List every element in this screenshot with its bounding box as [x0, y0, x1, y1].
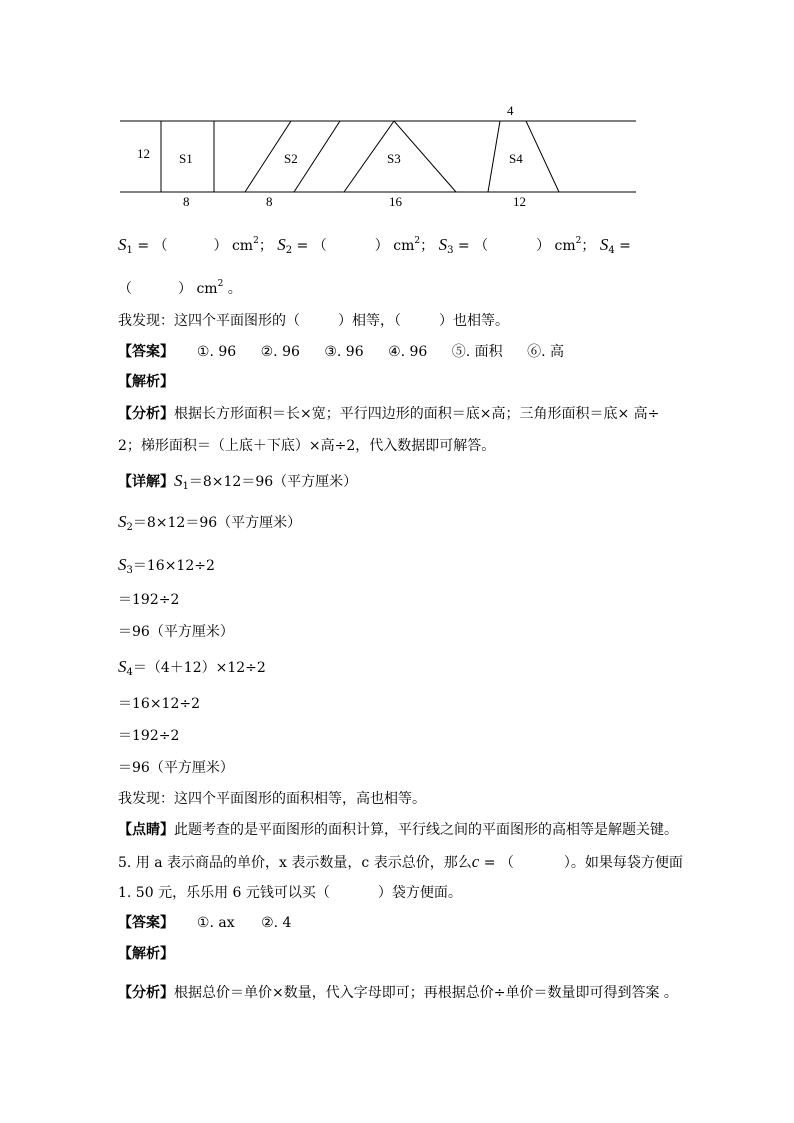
q4-blanks-line1: $S_1$ = （ ） $cm^2$； $S_2$ = （ ） $cm^2$； $S_3$ = （ ） $cm^2$； $S_4$ =: [118, 235, 631, 256]
q5-answer-line: 【答案】 ①. ax ②. 4: [118, 915, 292, 931]
s3-subscript: 3: [447, 245, 454, 256]
q4-solution-s3-step2: ＝192÷2: [118, 592, 180, 608]
q4-discover-line: 我发现：这四个平面图形的（ ）相等，（ ）也相等。: [118, 313, 509, 329]
q4-fenxi-line1: 【分析】根据长方形面积＝长×宽；平行四边形的面积＝底×高；三角形面积＝底× 高÷: [118, 406, 660, 422]
s4-right-side: [526, 121, 559, 192]
s1-symbol: S: [118, 235, 127, 254]
q4-solution-s4-step3: ＝192÷2: [118, 728, 180, 744]
q4-answer-line: 【答案】 ①. 96 ②. 96 ③. 96 ④. 96 ⑤. 面积 ⑥. 高: [118, 344, 565, 360]
q4-fenxi-line2: 2；梯形面积＝（上底＋下底）×高÷2，代入数据即可解答。: [118, 438, 496, 454]
q4-conclusion: 我发现：这四个平面图形的面积相等，高也相等。: [118, 791, 426, 807]
q4-solution-s4-step2: ＝16×12÷2: [118, 696, 200, 712]
s4-symbol: S: [599, 235, 609, 254]
q5-fenxi-line: 【分析】根据总价＝单价×数量，代入字母即可；再根据总价÷单价＝数量即可得到答案 。: [118, 985, 678, 1001]
s3-label: S3: [387, 151, 401, 166]
q4-solution-s3-step3: ＝96（平方厘米）: [118, 624, 234, 640]
s3-base-label: 16: [389, 194, 402, 209]
q5-question-line1: 5. 用 a 表示商品的单价，x 表示数量，c 表示总价，那么c = （ ）。如果每袋方便面: [118, 852, 683, 871]
q4-dianjing: 【点睛】此题考查的是平面图形的面积计算，平行线之间的平面图形的高相等是解题关键。: [118, 822, 678, 838]
s2-label: S2: [284, 151, 298, 166]
q5-question-line2: 1. 50 元，乐乐用 6 元钱可以买（ ）袋方便面。: [118, 885, 462, 901]
s1-base-label: 8: [183, 194, 190, 209]
figure-svg: [118, 100, 640, 215]
s4-left-side: [488, 121, 500, 192]
s2-base-label: 8: [266, 194, 273, 209]
q4-solution-s2: $S_2=8\times 12=96$（平方厘米）: [118, 512, 302, 533]
s1-label: S1: [179, 151, 193, 166]
q5-jiexi-tag: 【解析】: [118, 946, 174, 962]
s2-symbol: S: [277, 235, 286, 254]
q4-solution-s1: 【详解】$S_1=8\times 12=96$（平方厘米）: [118, 471, 358, 492]
s4-subscript: 4: [608, 245, 615, 256]
s3-right-side: [394, 121, 456, 192]
q4-solution-s4-step4: ＝96（平方厘米）: [118, 760, 234, 776]
height-label: 12: [137, 146, 150, 161]
q4-solution-s3: $S_3=16\times 12\div 2$: [118, 555, 215, 576]
s2-right-side: [294, 121, 340, 192]
q4-solution-s4: $S_4=(4+12)\times 12\div 2$: [118, 657, 266, 678]
s4-label: S4: [509, 151, 523, 166]
s2-subscript: 2: [285, 245, 293, 256]
s4-base-label: 12: [513, 194, 526, 209]
s3-symbol: S: [438, 235, 448, 254]
answer-tag: 【答案】: [118, 344, 174, 360]
q4-blanks-line2: （ ） $cm^2$ 。: [118, 279, 242, 297]
top-base-label: 4: [507, 103, 514, 118]
q4-jiexi-tag: 【解析】: [118, 374, 174, 390]
s1-subscript: 1: [126, 245, 133, 256]
parallel-lines-figure: [118, 100, 640, 215]
